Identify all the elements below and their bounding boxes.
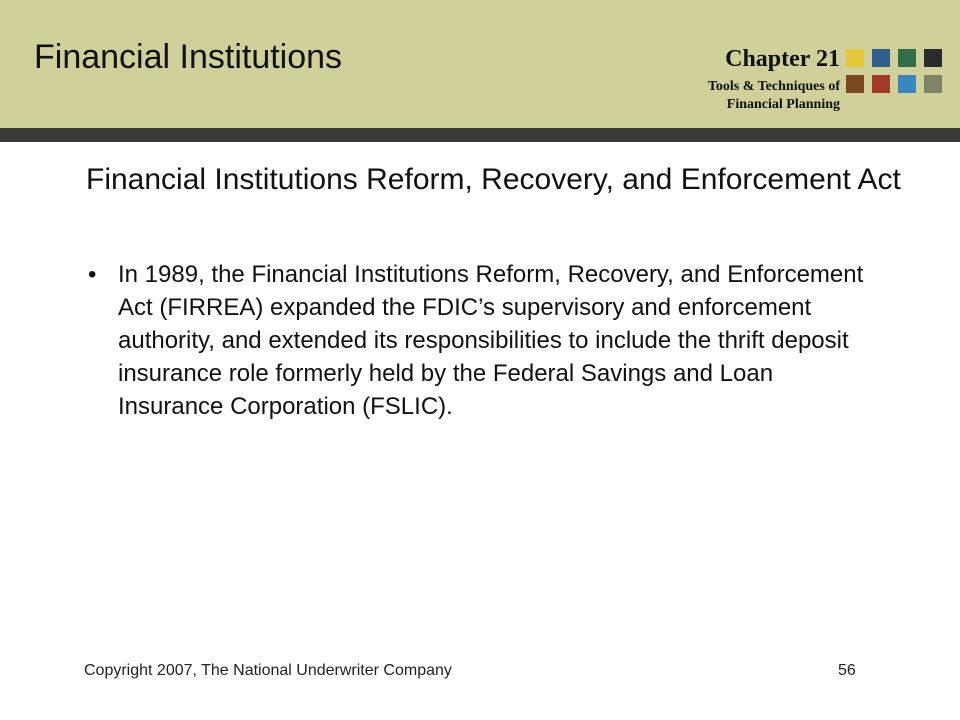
decor-square bbox=[846, 49, 864, 67]
decor-square bbox=[898, 49, 916, 67]
chapter-subtitle-line2: Financial Planning bbox=[726, 97, 840, 112]
header-banner bbox=[0, 0, 960, 128]
chapter-subtitle bbox=[708, 78, 840, 114]
chapter-subtitle-line1: Tools & Techniques of bbox=[707, 79, 840, 94]
bullet-text: In 1989, the Financial Institutions Reform, Recovery, and Enforcement Act (FIRREA) expanded the FDIC’s supervisory and enforcement authority, and extended its responsibilities to include the thrift deposit insurance role formerly held by the Federal Savings and Loan Insurance Corporation (FSLIC). bbox=[118, 261, 864, 420]
page-number: 56 bbox=[838, 662, 856, 679]
chapter-label: Chapter 21 bbox=[725, 46, 840, 72]
decor-square bbox=[898, 75, 916, 93]
chapter-block bbox=[708, 46, 840, 114]
bullet-item bbox=[88, 258, 878, 423]
decor-square bbox=[924, 49, 942, 67]
course-title: Financial Institutions bbox=[34, 38, 343, 76]
header-divider-bar bbox=[0, 128, 960, 142]
decor-square bbox=[872, 49, 890, 67]
decor-square bbox=[924, 75, 942, 93]
slide-title: Financial Institutions Reform, Recovery, and Enforcement Act bbox=[86, 163, 901, 196]
decorative-squares bbox=[846, 49, 942, 93]
footer-copyright: Copyright 2007, The National Underwriter Company bbox=[84, 662, 452, 679]
decor-square bbox=[872, 75, 890, 93]
decor-square bbox=[846, 75, 864, 93]
bullet-marker: • bbox=[88, 261, 97, 288]
